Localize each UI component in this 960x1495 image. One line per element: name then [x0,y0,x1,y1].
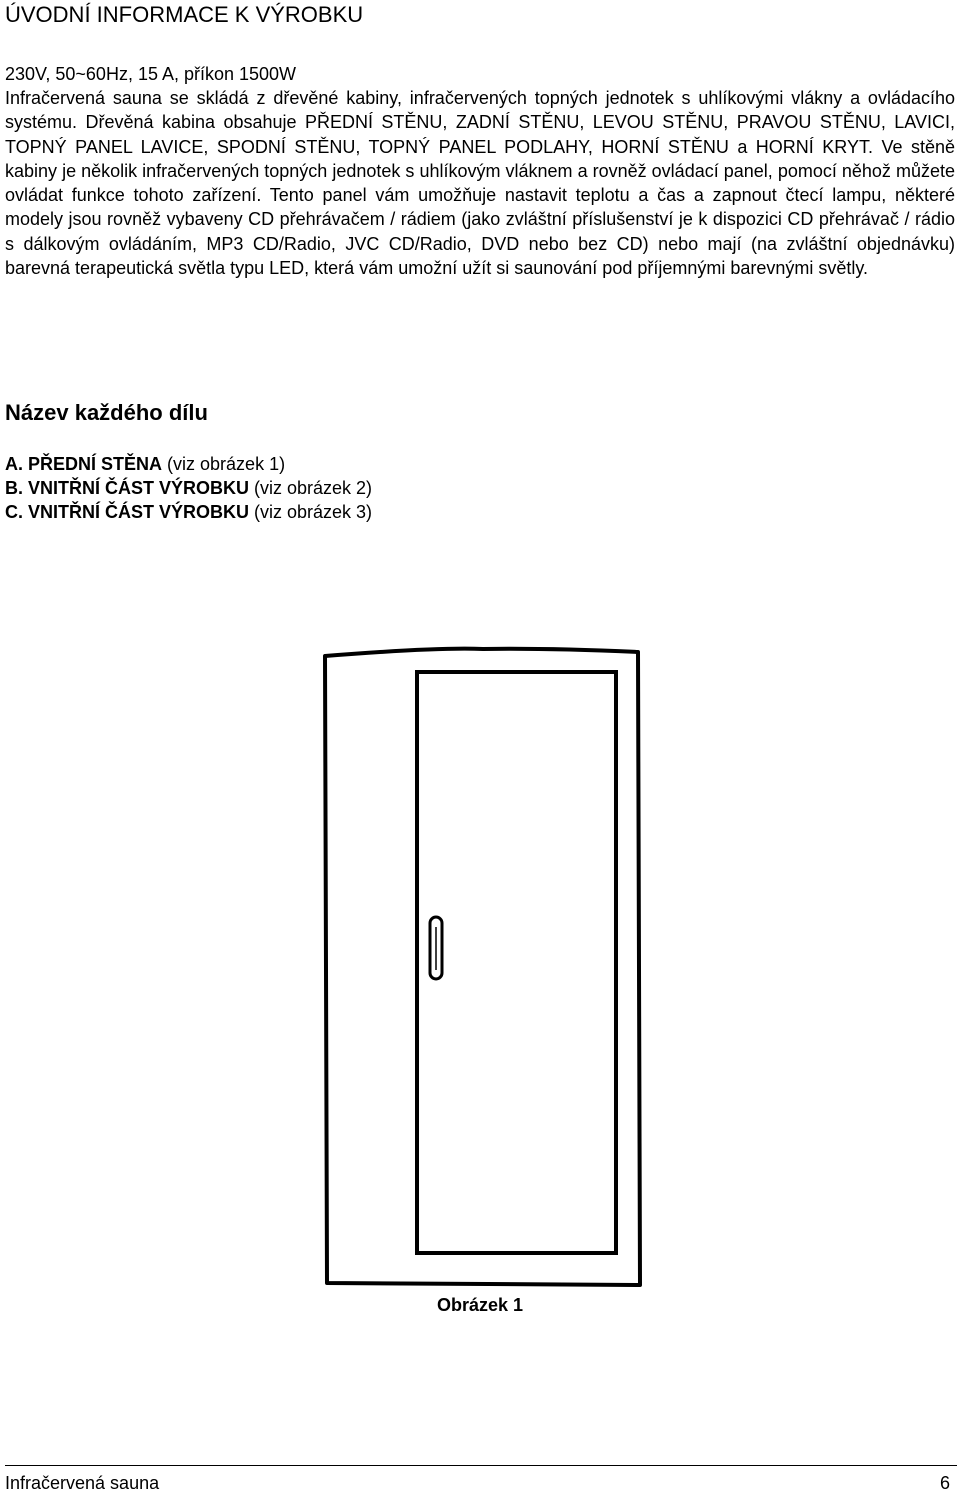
door-panel [417,672,616,1253]
part-item-c [5,500,372,524]
cabin-outline [325,649,640,1285]
electrical-specs: 230V, 50~60Hz, 15 A, příkon 1500W [5,64,297,84]
page-number: 6 [939,1473,950,1493]
document-title: ÚVODNÍ INFORMACE K VÝROBKU [5,2,364,27]
footer-divider [5,1465,957,1466]
front-wall-drawing [318,645,648,1290]
parts-heading: Název každého dílu [5,400,208,425]
part-label: C. VNITŘNÍ ČÁST VÝROBKU [5,502,250,522]
figure-caption: Obrázek 1 [436,1295,524,1315]
part-item-a [5,452,372,476]
part-label: B. VNITŘNÍ ČÁST VÝROBKU [5,478,250,498]
description-paragraph: Infračervená sauna se skládá z dřevěné kabiny, infračervených topných jednotek s uhlíkovými vlákny a ovládacího systému. Dřevěná kabina obsahuje PŘEDNÍ STĚNU, ZADNÍ STĚNU, LEVOU STĚNU, PRAVOU STĚNU, LAVICI, TOPNÝ PANEL LAVICE, SPODNÍ STĚNU, TOPNÝ PANEL PODLAHY, HORNÍ STĚNU a HORNÍ KRYT. Ve stěně kabiny je několik infračervených topných jednotek s uhlíkovým vláknem a rovněž ovládací panel, pomocí něhož můžete ovládat funkce tohoto zařízení. Tento panel vám umožňuje nastavit teplotu a čas a zapnout čtecí lampu, některé modely jsou rovněž vybaveny CD přehrávačem / rádiem (jako zvláštní příslušenství je k dispozici CD přehrávač / rádio s dálkovým ovládáním, MP3 CD/Radio, JVC CD/Radio, DVD nebo bez CD) nebo mají (na zvláštní objednávku) barevná terapeutická světla typu LED, která vám umožní užít si saunování pod příjemnými barevnými světly. [5,88,955,279]
footer-title: Infračervená sauna [5,1473,160,1493]
part-reference: (viz obrázek 1) [162,454,286,474]
part-label: A. PŘEDNÍ STĚNA [5,454,163,474]
parts-list [5,452,372,524]
part-item-b [5,476,372,500]
part-reference: (viz obrázek 3) [249,502,373,522]
part-reference: (viz obrázek 2) [249,478,373,498]
